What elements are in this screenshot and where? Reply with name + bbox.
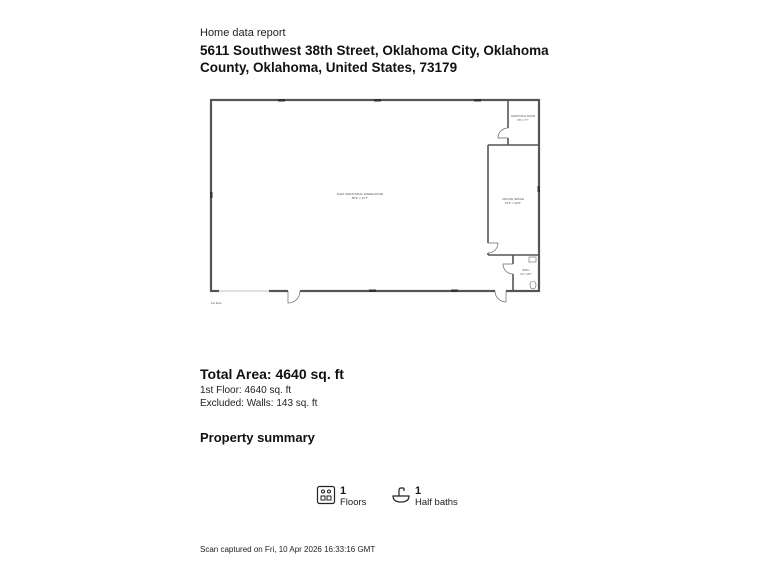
sink-icon	[391, 485, 411, 505]
window	[210, 192, 213, 198]
window	[451, 290, 458, 293]
scan-captured-footer: Scan captured on Fri, 10 Apr 2026 16:33:16 GMT	[200, 545, 376, 554]
room-label: ADDITIONAL ROOM	[510, 115, 536, 118]
room-label: FLEX INDUSTRIAL WAREHOUSE	[336, 192, 384, 196]
room-dims: 8'9" x 7'7"	[517, 119, 529, 122]
room-dims: 15'3" x 20'0"	[504, 201, 522, 205]
room-dims: 80'9" x 41'7"	[351, 196, 369, 200]
half-baths-label: Half baths	[415, 497, 458, 508]
window	[374, 99, 381, 102]
window	[278, 99, 285, 102]
excluded-walls-area: Excluded: Walls: 143 sq. ft	[200, 398, 318, 409]
half-baths-count: 1	[415, 485, 422, 497]
report-label: Home data report	[200, 27, 286, 39]
window	[538, 186, 541, 192]
half-baths-stat	[391, 485, 458, 508]
floors-icon	[316, 485, 336, 505]
floors-stat	[316, 485, 366, 508]
first-floor-area: 1st Floor: 4640 sq. ft	[200, 385, 292, 396]
room-label: OFFICE SPACE	[502, 197, 524, 201]
property-summary-title: Property summary	[200, 430, 315, 445]
window	[474, 99, 481, 102]
property-address: 5611 Southwest 38th Street, Oklahoma City, Oklahoma County, Oklahoma, United States, 73179	[200, 43, 549, 75]
room-label: BATH	[522, 269, 530, 272]
toilet-fixture	[530, 281, 536, 289]
floor-label: 1st floor	[211, 301, 222, 305]
room-dims: 6'0" x 8'6"	[520, 273, 532, 276]
floors-label: Floors	[340, 497, 367, 508]
window	[369, 290, 376, 293]
sink-fixture	[529, 257, 536, 262]
floors-count: 1	[340, 485, 347, 497]
total-area: Total Area: 4640 sq. ft	[200, 366, 344, 382]
floor-plan	[200, 92, 545, 317]
